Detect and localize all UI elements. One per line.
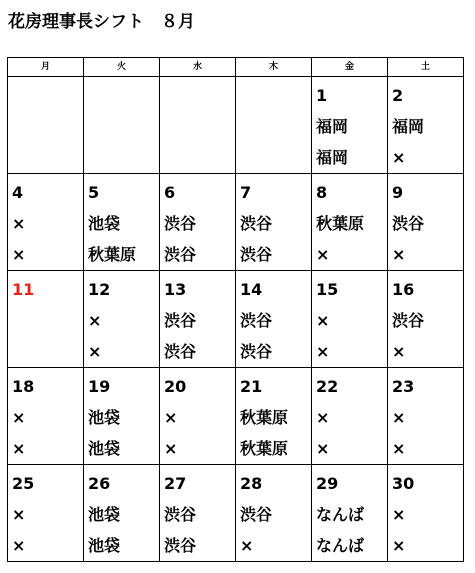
shift-first [12,305,83,336]
shift-second: × [240,536,254,555]
shift-second: 渋谷 [240,342,273,361]
shift-second: × [392,342,406,361]
day-number: 2 [392,86,404,105]
day-number: 7 [240,183,252,202]
shift-first: 渋谷 [164,505,197,524]
day-number [88,80,159,111]
day-cell [312,174,388,271]
day-cell [388,368,464,465]
day-number: 5 [88,183,100,202]
day-cell [160,465,236,562]
shift-first: × [12,214,26,233]
shift-second: 渋谷 [240,245,273,264]
shift-second: 渋谷 [164,245,197,264]
weekday-header-row [8,58,464,77]
shift-second: × [164,439,178,458]
day-cell [388,77,464,174]
day-number: 6 [164,183,176,202]
shift-first: 池袋 [88,214,121,233]
shift-first: × [164,408,178,427]
shift-second [164,142,235,173]
shift-second [88,142,159,173]
day-number: 28 [240,474,263,493]
day-number: 20 [164,377,187,396]
shift-first: なんば [316,505,365,524]
shift-second: × [392,245,406,264]
shift-first: × [316,408,330,427]
shift-first [12,111,83,142]
day-cell [84,271,160,368]
weekday-header: 水 [160,58,236,77]
shift-second: 秋葉原 [240,439,289,458]
shift-second: × [316,439,330,458]
day-cell [8,77,84,174]
weekday-header: 月 [8,58,84,77]
day-cell [84,174,160,271]
day-cell [236,271,312,368]
shift-first [164,111,235,142]
weekday-header: 木 [236,58,312,77]
day-cell [312,77,388,174]
day-cell [84,368,160,465]
shift-second: なんば [316,536,365,555]
day-number: 15 [316,280,339,299]
day-number: 14 [240,280,263,299]
shift-first: 渋谷 [240,505,273,524]
shift-first: 秋葉原 [240,408,289,427]
shift-first: 渋谷 [392,311,425,330]
shift-second: × [12,245,26,264]
day-cell [84,465,160,562]
day-cell [388,174,464,271]
page-title: 花房理事長シフト ８月 [8,12,195,32]
day-number: 4 [12,183,24,202]
shift-first: × [88,311,102,330]
day-cell [236,77,312,174]
day-number: 18 [12,377,35,396]
day-number: 23 [392,377,415,396]
day-number: 16 [392,280,415,299]
weekday-header: 金 [312,58,388,77]
shift-first: 福岡 [316,117,349,136]
day-number: 26 [88,474,111,493]
shift-second: × [392,148,406,167]
day-number: 22 [316,377,339,396]
day-cell [160,271,236,368]
day-cell [236,368,312,465]
day-number: 12 [88,280,111,299]
shift-first: 池袋 [88,408,121,427]
shift-second: × [88,342,102,361]
shift-first [88,111,159,142]
day-cell [236,174,312,271]
day-number: 13 [164,280,187,299]
day-cell [160,77,236,174]
week-row [8,271,464,368]
shift-first [240,111,311,142]
shift-second: × [392,439,406,458]
shift-second: 渋谷 [164,342,197,361]
day-number: 29 [316,474,339,493]
day-number: 11 [12,280,35,299]
week-row [8,465,464,562]
shift-first: 渋谷 [164,214,197,233]
shift-first: 秋葉原 [316,214,365,233]
day-number: 1 [316,86,328,105]
shift-first: × [392,505,406,524]
shift-second: 渋谷 [164,536,197,555]
day-cell [312,465,388,562]
day-cell [8,368,84,465]
day-number [164,80,235,111]
week-row [8,368,464,465]
day-number: 30 [392,474,415,493]
shift-second: 秋葉原 [88,245,137,264]
shift-second [240,142,311,173]
day-number: 25 [12,474,35,493]
day-cell [312,271,388,368]
shift-calendar [7,57,464,562]
shift-second: × [12,536,26,555]
day-number [12,80,83,111]
shift-first: 渋谷 [164,311,197,330]
shift-first: 渋谷 [392,214,425,233]
weekday-header: 火 [84,58,160,77]
calendar-body [8,77,464,562]
shift-second [12,142,83,173]
day-cell [388,271,464,368]
shift-second: × [316,245,330,264]
shift-second: × [392,536,406,555]
day-cell [8,271,84,368]
day-cell [8,174,84,271]
day-cell [160,368,236,465]
day-cell [312,368,388,465]
shift-second: 福岡 [316,148,349,167]
shift-first: 渋谷 [240,214,273,233]
weekday-header: 土 [388,58,464,77]
day-cell [8,465,84,562]
shift-first: 渋谷 [240,311,273,330]
day-number [240,80,311,111]
week-row [8,174,464,271]
day-cell [388,465,464,562]
shift-first: 池袋 [88,505,121,524]
day-number: 9 [392,183,404,202]
shift-second: × [316,342,330,361]
shift-first: × [12,505,26,524]
day-cell [160,174,236,271]
day-cell [84,77,160,174]
day-cell [236,465,312,562]
shift-second: × [12,439,26,458]
shift-first: × [316,311,330,330]
week-row [8,77,464,174]
day-number: 21 [240,377,263,396]
day-number: 19 [88,377,111,396]
day-number: 27 [164,474,187,493]
shift-first: 福岡 [392,117,425,136]
shift-first: × [12,408,26,427]
day-number: 8 [316,183,328,202]
shift-second: 池袋 [88,439,121,458]
shift-second: 池袋 [88,536,121,555]
shift-first: × [392,408,406,427]
shift-second [12,336,83,367]
